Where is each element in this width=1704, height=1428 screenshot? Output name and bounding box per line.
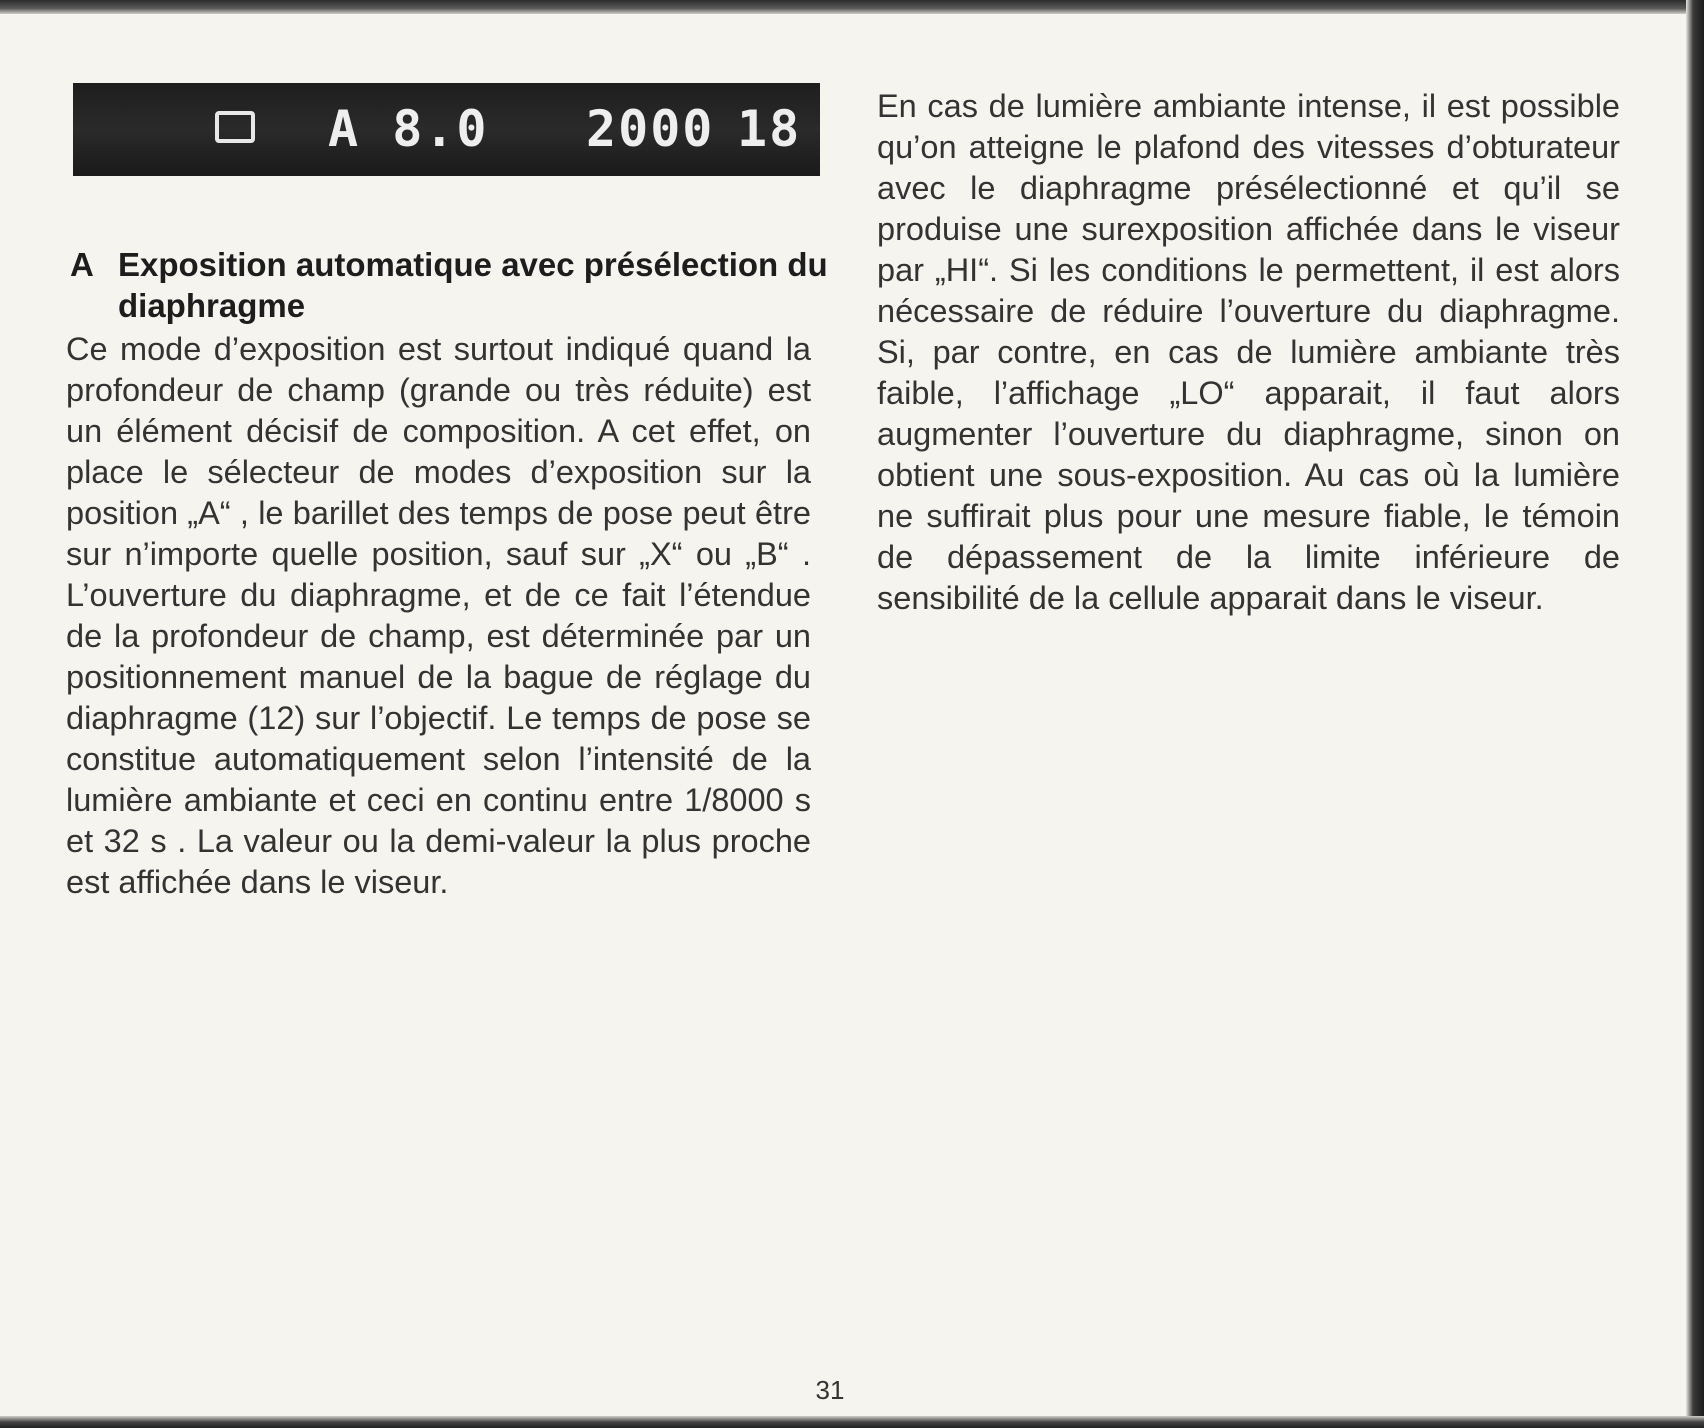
rectangle-frame-icon <box>215 111 255 143</box>
section-letter: A <box>70 246 94 283</box>
section-heading <box>70 244 830 326</box>
page-right-edge <box>1686 0 1704 1428</box>
page-top-edge <box>0 0 1704 14</box>
left-column-paragraph: Ce mode d’exposition est surtout indiqué quand la profondeur de champ (grande ou très réduite) est un élément décisif de composition. A cet effet, on place le sélecteur de modes d’exposition sur la position „A“ , le barillet des temps de pose peut être sur n’importe quelle position, sauf sur „X“ ou „B“ . L’ouverture du diaphragme, et de ce fait l’étendue de la profondeur de champ, est déterminée par un positionnement manuel de la bague de réglage du diaphragme (12) sur l’objectif. Le temps de pose se constitue automatiquement selon l’intensité de la lumière ambiante et ceci en continu entre 1/8000 s et 32 s . La valeur ou la demi-valeur la plus proche est affichée dans le viseur. <box>66 331 811 900</box>
viewfinder-mode-aperture: A 8.0 <box>328 100 489 158</box>
viewfinder-shutter-speed: 2000 <box>586 100 715 158</box>
right-column-paragraph: En cas de lumière ambiante intense, il est possible qu’on atteigne le plafond des vitesses d’obturateur avec le diaphragme présélectionné et qu’il se produise une surexposition affichée dans le viseur par „HI“. Si les conditions le permettent, il est alors nécessaire de réduire l’ouverture du diaphragme. Si, par contre, en cas de lumière ambiante très faible, l’affichage „LO“ apparait, il faut alors augmenter l’ouverture du diaphragme, sinon on obtient une sous-exposition. Au cas où la lumière ne suffirait plus pour une mesure fiable, le témoin de dépassement de la limite inférieure de sensibilité de la cellule apparait dans le viseur. <box>877 88 1620 616</box>
viewfinder-frame-count: 18 <box>737 100 802 158</box>
page-number: 31 <box>815 1375 845 1405</box>
section-title: Exposition automatique avec présélection du diaphragme <box>118 246 828 324</box>
viewfinder-display <box>73 83 820 176</box>
page-bottom-edge <box>0 1416 1704 1428</box>
